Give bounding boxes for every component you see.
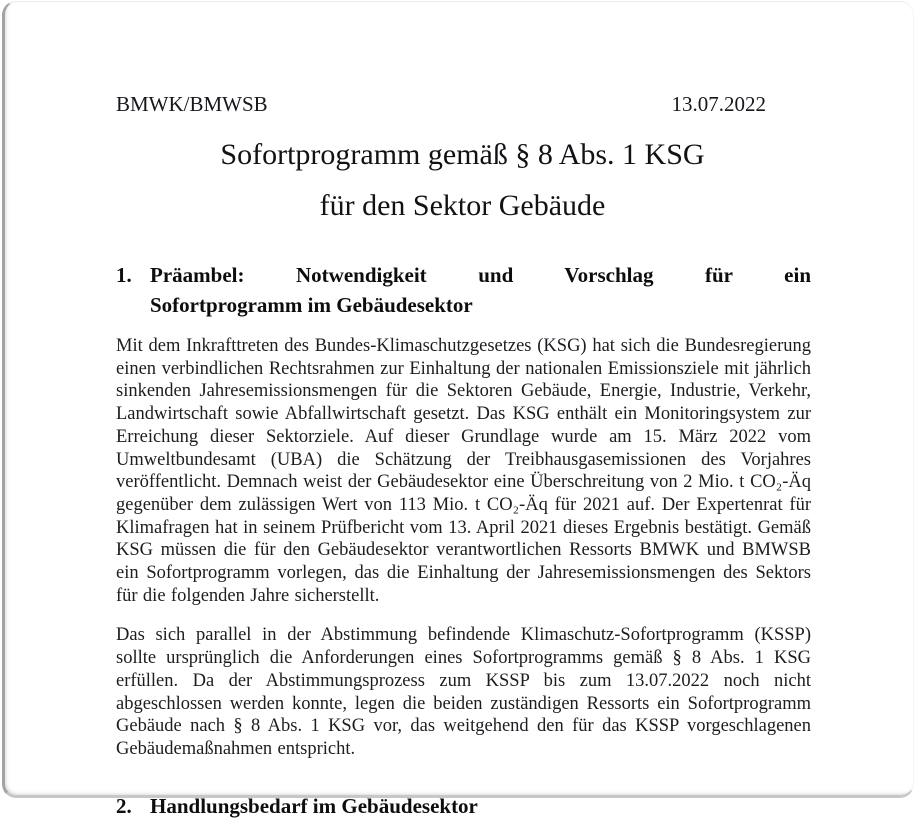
section-2-heading	[116, 791, 811, 821]
section-2-number: 2.	[116, 793, 132, 818]
header-date: 13.07.2022	[671, 92, 766, 116]
header-organization: BMWK/BMWSB	[116, 92, 268, 116]
document-title-line1: Sofortprogramm gemäß § 8 Abs. 1 KSG	[220, 138, 705, 171]
section-1-heading-text	[150, 260, 811, 320]
section-1-heading-line1: Präambel: Notwendigkeit und Vorschlag für ein	[150, 263, 811, 287]
document-header	[116, 92, 766, 117]
paragraph-kssp-abstimmung: Das sich parallel in der Abstimmung befindende Klimaschutz-Sofortprogramm (KSSP) sollte ursprünglich die Anforderungen eines Sofortprogramms gemäß § 8 Abs. 1 KSG erfüllen. Da der Abstimmungsprozess zum KSSP bis zum 13.07.2022 noch nicht abgeschlossen werden konnte, legen die beiden zuständigen Ressorts ein Sofortprogramm Gebäude nach § 8 Abs. 1 KSG vor, das weitgehend den für das KSSP vorgeschlagenen Gebäudemaßnahmen entspricht.	[116, 625, 811, 759]
section-2-heading-text: Handlungsbedarf im Gebäudesektor	[150, 793, 478, 818]
section-1-heading-line2: Sofortprogramm im Gebäudesektor	[150, 293, 473, 317]
paragraph-ksg-monitoring: Mit dem Inkrafttreten des Bundes-Klimaschutzgesetzes (KSG) hat sich die Bundesregierung einen verbindlichen Rechtsrahmen zur Einhaltung der nationalen Emissionsziele mit jährlich sinkenden Jahresemissionsmengen für die Sektoren Gebäude, Energie, Industrie, Verkehr, Landwirtschaft sowie Abfallwirtschaft gesetzt. Das KSG enthält ein Monitoringsystem zur Erreichung dieser Sektorziele. Auf dieser Grundlage wurde am 15. März 2022 vom Umweltbundesamt (UBA) die Schätzung der Treibhausgasemissionen des Vorjahres veröffentlicht. Demnach weist der Gebäudesektor eine Überschreitung von 2 Mio. t CO₂-Äq gegenüber dem zulässigen Wert von 113 Mio. t CO₂-Äq für 2021 auf. Der Expertenrat für Klimafragen hat in seinem Prüfbericht vom 13. April 2021 dieses Ergebnis bestätigt. Gemäß KSG müssen die für den Gebäudesektor verantwortlichen Ressorts BMWK und BMWSB ein Sofortprogramm vorlegen, das die Einhaltung der Jahresemissionsmengen des Sektors für die folgenden Jahre sicherstellt.	[116, 336, 811, 606]
section-1-body	[116, 335, 811, 821]
section-1-number: 1.	[116, 263, 132, 287]
section-1-heading	[116, 260, 811, 320]
document-title-line2: für den Sektor Gebäude	[319, 189, 606, 222]
document-page	[2, 1, 914, 818]
